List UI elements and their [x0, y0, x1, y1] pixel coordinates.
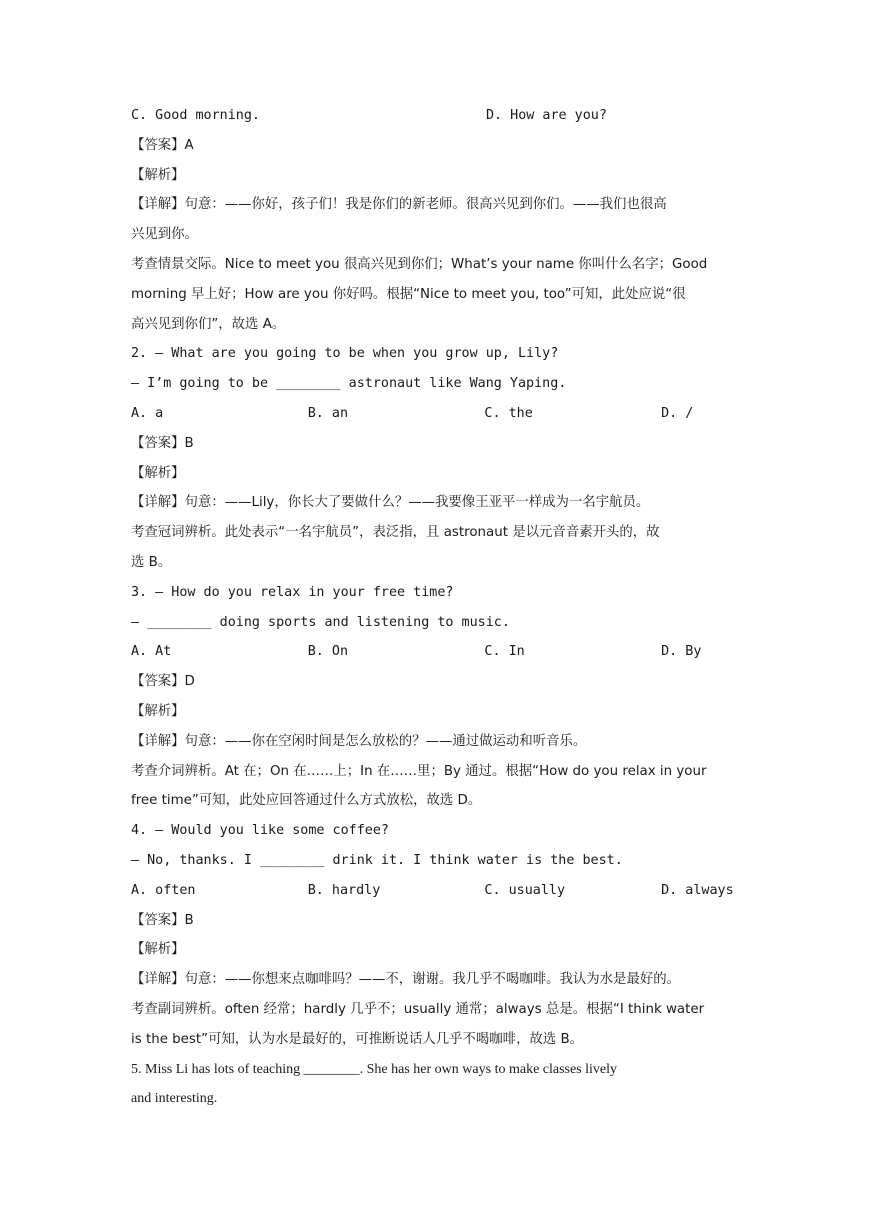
page-content	[131, 101, 741, 1114]
q1-note-line-2: morning 早上好；How are you 你好吗。根据“Nice to meet you, too”可知，此处应说“很	[131, 286, 686, 302]
q3-stem-line-2: — ________ doing sports and listening to music.	[131, 614, 510, 630]
q4-note-line-2: is the best”可知，认为水是最好的，可推断说话人几乎不喝咖啡，故选 B。	[131, 1031, 584, 1047]
q1-answer: 【答案】A	[131, 137, 194, 153]
q2-option-a: A. a	[131, 405, 164, 421]
q3-option-d: D. By	[661, 644, 702, 660]
q2-options-row	[131, 399, 741, 429]
q5-stem-line-1: 5. Miss Li has lots of teaching ________. She has her own ways to make classes lively	[131, 1061, 618, 1077]
q4-option-d: D. always	[661, 882, 734, 898]
q4-option-b: B. hardly	[307, 882, 381, 898]
q4-detail: 【详解】句意：——你想来点咖啡吗？——不，谢谢。我几乎不喝咖啡。我认为水是最好的。	[131, 972, 681, 988]
q5-stem-line-2: and interesting.	[131, 1091, 218, 1107]
q3-options-row	[131, 637, 741, 667]
q1-note-line-1: 考查情景交际。Nice to meet you 很高兴见到你们；What’s your name 你叫什么名字；Good	[131, 256, 708, 272]
q2-detail: 【详解】句意：——Lily，你长大了要做什么？——我要像王亚平一样成为一名宇航员。	[131, 495, 650, 511]
q4-note-line-1: 考查副词辨析。often 经常；hardly 几乎不；usually 通常；always 总是。根据“I think water	[131, 1001, 705, 1017]
q3-stem-line-1: 3. — How do you relax in your free time?	[131, 584, 454, 600]
q3-answer: 【答案】D	[131, 674, 195, 690]
q2-answer: 【答案】B	[131, 435, 194, 451]
q1-option-d: D. How are you?	[486, 108, 607, 123]
q1-detail-line-2: 兴见到你。	[131, 227, 198, 243]
q3-note-line-1: 考查介词辨析。At 在；On 在……上；In 在……里；By 通过。根据“How do you relax in your	[131, 763, 707, 779]
q2-option-d: D. /	[661, 405, 694, 421]
q1-detail-line-1: 【详解】句意：——你好，孩子们！我是你们的新老师。很高兴见到你们。——我们也很高	[131, 197, 667, 213]
q4-option-c: C. usually	[484, 882, 566, 898]
q3-option-a: A. At	[131, 644, 172, 660]
q3-option-c: C. In	[484, 644, 525, 660]
q4-option-a: A. often	[131, 882, 196, 898]
q4-stem-line-2: — No, thanks. I ________ drink it. I think water is the best.	[131, 852, 623, 868]
q3-option-b: B. On	[307, 644, 349, 660]
q2-analysis-heading: 【解析】	[131, 465, 185, 481]
q1-options-row	[131, 101, 741, 131]
q3-detail: 【详解】句意：——你在空闲时间是怎么放松的？——通过做运动和听音乐。	[131, 733, 587, 749]
q1-option-c: C. Good morning.	[131, 108, 260, 123]
q4-analysis-heading: 【解析】	[131, 942, 185, 958]
q3-analysis-heading: 【解析】	[131, 703, 185, 719]
q2-stem-line-2: — I’m going to be ________ astronaut like Wang Yaping.	[131, 376, 567, 392]
q2-note-line-2: 选 B。	[131, 554, 172, 570]
q4-options-row	[131, 876, 741, 906]
q2-stem-line-1: 2. — What are you going to be when you grow up, Lily?	[131, 346, 559, 362]
q4-answer: 【答案】B	[131, 912, 194, 928]
q1-note-line-3: 高兴见到你们”，故选 A。	[131, 316, 286, 332]
q2-option-b: B. an	[307, 405, 349, 421]
q4-stem-line-1: 4. — Would you like some coffee?	[131, 823, 389, 839]
q2-note-line-1: 考查冠词辨析。此处表示“一名宇航员”，表泛指，且 astronaut 是以元音音素开头的，故	[131, 525, 660, 541]
q3-note-line-2: free time”可知，此处应回答通过什么方式放松，故选 D。	[131, 793, 482, 809]
q2-option-c: C. the	[484, 405, 533, 421]
q1-analysis-heading: 【解析】	[131, 167, 185, 183]
